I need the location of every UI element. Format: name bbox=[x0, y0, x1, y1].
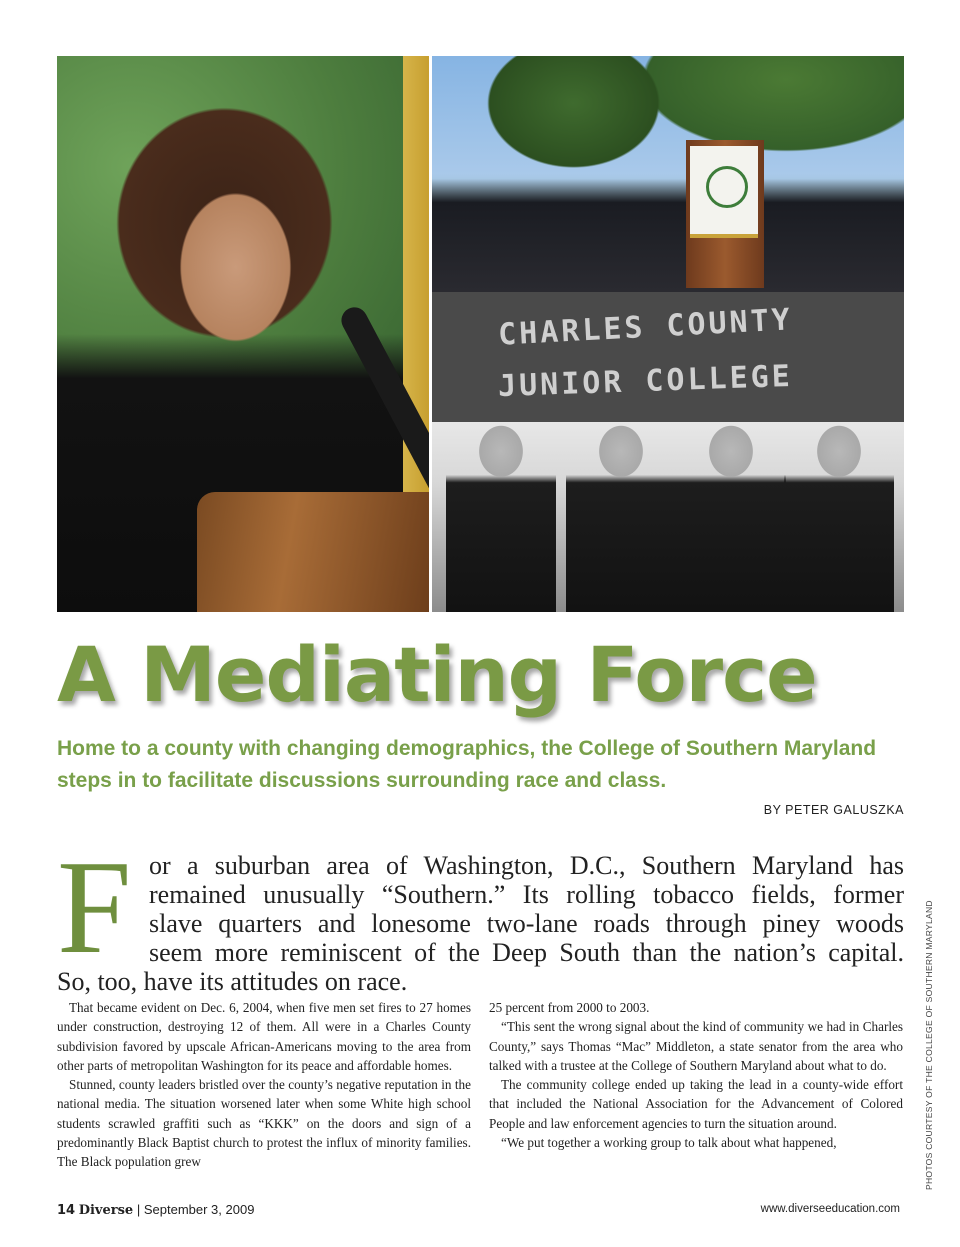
graduate-figure bbox=[446, 416, 556, 612]
lead-line: remained unusually “Southern.” Its rolling tobacco fields, former bbox=[149, 880, 904, 909]
body-paragraph: “This sent the wrong signal about the kind of community we had in Charles County,” says Thomas “Mac” Middleton, a state senator from the area who talked with a trustee at the College of Southern Maryland about what to do. bbox=[489, 1019, 903, 1073]
drop-cap: F bbox=[57, 833, 132, 981]
body-column-right bbox=[489, 998, 903, 1152]
podium bbox=[197, 492, 429, 612]
lead-line: or a suburban area of Washington, D.C., Southern Maryland has bbox=[149, 851, 904, 880]
footer-separator: | bbox=[136, 1202, 141, 1217]
issue-date: September 3, 2009 bbox=[143, 1202, 255, 1217]
body-paragraph: That became evident on Dec. 6, 2004, when five men set fires to 27 homes under construction, destroying 12 of them. All were in a Charles County subdivision favored by upscale African-Americans moving to the area from other parts of metropolitan Washington for its peace and affordable homes. bbox=[57, 1000, 471, 1073]
anniversary-seal-icon bbox=[706, 166, 748, 208]
lead-line: seem more reminiscent of the Deep South than the nation’s capital. bbox=[149, 938, 904, 967]
body-paragraph: 25 percent from 2000 to 2003. bbox=[489, 1000, 650, 1015]
magazine-name: Diverse bbox=[78, 1203, 134, 1218]
speaker-photo bbox=[57, 56, 429, 612]
lead-line: slave quarters and lonesome two-lane roads through piney woods bbox=[149, 909, 904, 938]
body-paragraph: Stunned, county leaders bristled over the county’s negative reputation in the national media. The situation worsened later when some White high school students scrawled graffiti such as “KKK” on the doors and sign of a predominantly Black Baptist church to protest the influx of minority families. The Black population grew bbox=[57, 1077, 471, 1170]
page-footer-left bbox=[57, 1202, 254, 1218]
lead-line: So, too, have its attitudes on race. bbox=[57, 967, 408, 996]
photo-credit: PHOTOS COURTESY OF THE COLLEGE OF SOUTHERN MARYLAND bbox=[924, 900, 934, 1190]
graduate-figure bbox=[676, 416, 786, 612]
lead-paragraph bbox=[57, 851, 904, 996]
graduate-figure bbox=[784, 416, 894, 612]
article-dek: Home to a county with changing demographics, the College of Southern Maryland steps in to facilitate discussions surrounding race and class. bbox=[57, 737, 877, 792]
historical-graduates-photo bbox=[432, 292, 904, 612]
commencement-photo bbox=[432, 56, 904, 292]
sign-text-line2: JUNIOR COLLEGE bbox=[497, 358, 794, 405]
body-paragraph: “We put together a working group to talk about what happened, bbox=[501, 1135, 837, 1151]
website-url[interactable]: www.diverseeducation.com bbox=[760, 1203, 900, 1215]
body-paragraph: The community college ended up taking the lead in a county-wide effort that included the National Association for the Advancement of Colored People and law enforcement agencies to turn the situation around. bbox=[489, 1077, 903, 1131]
graduate-figure bbox=[566, 416, 676, 612]
page-number: 14 bbox=[57, 1203, 76, 1218]
sign-text-line1: CHARLES COUNTY bbox=[497, 302, 794, 353]
article-headline: A Mediating Force bbox=[57, 630, 817, 719]
body-column-left bbox=[57, 998, 471, 1172]
article-byline: BY PETER GALUSZKA bbox=[763, 803, 904, 817]
